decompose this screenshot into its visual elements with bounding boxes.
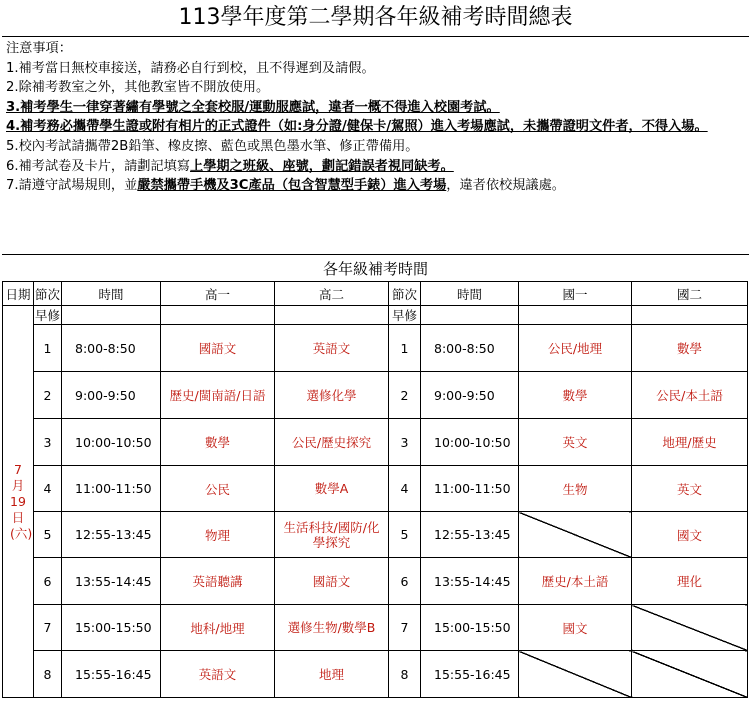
period-cell: 5 [34,512,62,558]
time-cell: 12:55-13:45 [62,512,161,558]
empty-cell [161,306,275,325]
note-5: 5.校內考試請攜帶2B鉛筆、橡皮擦、藍色或黑色墨水筆、修正帶備用。 [6,138,419,154]
note-7-text: 7.請遵守試場規則，並 [6,178,138,194]
notes-box [2,36,749,255]
morning-row [3,306,748,325]
g2-subject-cell: 數學A [275,466,389,512]
j1-subject-cell: 歷史/本土語 [519,558,632,605]
j1-subject-cell: 公民/地理 [519,325,632,372]
table-row [3,558,748,605]
header-period-2: 節次 [389,282,421,306]
table-row [3,512,748,558]
schedule-subtitle: 各年級補考時間 [322,260,428,278]
period-cell: 4 [34,466,62,512]
time-cell-2: 9:00-9:50 [421,372,519,419]
period-cell-2: 5 [389,512,421,558]
period-cell: 3 [34,419,62,466]
note-7-tail: ，違者依校規議處。 [446,178,565,194]
table-row [3,466,748,512]
header-period: 節次 [34,282,62,306]
period-cell: 8 [34,651,62,698]
notes-heading: 注意事項： [6,41,72,56]
g1-subject-cell: 公民 [161,466,275,512]
header-j2: 國二 [632,282,748,306]
header-date: 日期 [3,282,34,306]
g1-subject-cell: 英語文 [161,651,275,698]
header-time: 時間 [62,282,161,306]
note-3: 3.補考學生一律穿著繡有學號之全套校服/運動服應試，違者一概不得進入校園考試。 [6,99,500,115]
j1-subject-cell: 國文 [519,605,632,651]
note-6-emphasis: 上學期之班級、座號，劃記錯誤者視同缺考。 [190,158,454,174]
j1-subject-cell: 數學 [519,372,632,419]
note-6-text: 6.補考試卷及卡片，請劃記填寫 [6,158,191,174]
empty-cell [275,306,389,325]
time-cell-2: 12:55-13:45 [421,512,519,558]
table-row [3,325,748,372]
g2-subject-cell: 選修化學 [275,372,389,419]
table-row [3,605,748,651]
time-cell-2: 10:00-10:50 [421,419,519,466]
no-exam-cell [632,651,748,698]
empty-cell [62,306,161,325]
j2-subject-cell: 理化 [632,558,748,605]
morning-label-2: 早修 [389,306,421,325]
note-7-emphasis: 嚴禁攜帶手機及3C產品（包含智慧型手錶）進入考場 [137,178,447,194]
date-cell [3,306,34,698]
g2-subject-cell: 地理 [275,651,389,698]
schedule-table [2,281,748,698]
page-title: 113學年度第二學期各年級補考時間總表 [178,5,573,30]
header-time-2: 時間 [421,282,519,306]
note-2: 2.除補考教室之外，其他教室皆不開放使用。 [6,80,270,96]
header-row [3,282,748,306]
period-cell-2: 8 [389,651,421,698]
no-exam-cell [519,512,632,558]
note-7 [6,176,745,196]
table-row [3,419,748,466]
period-cell-2: 3 [389,419,421,466]
time-cell-2: 13:55-14:45 [421,558,519,605]
j2-subject-cell: 數學 [632,325,748,372]
note-6 [6,157,745,177]
period-cell: 6 [34,558,62,605]
time-cell: 11:00-11:50 [62,466,161,512]
header-j1: 國一 [519,282,632,306]
g1-subject-cell: 國語文 [161,325,275,372]
j1-subject-cell: 生物 [519,466,632,512]
j2-subject-cell: 國文 [632,512,748,558]
time-cell: 15:55-16:45 [62,651,161,698]
header-g1: 高一 [161,282,275,306]
g2-subject-cell: 生活科技/國防/化學探究 [275,512,389,558]
time-cell: 10:00-10:50 [62,419,161,466]
empty-cell [421,306,519,325]
g1-subject-cell: 英語聽講 [161,558,275,605]
j2-subject-cell: 英文 [632,466,748,512]
empty-cell [632,306,748,325]
no-exam-cell [519,651,632,698]
note-4: 4.補考務必攜帶學生證或附有相片的正式證件（如:身分證/健保卡/駕照）進入考場應試，未攜帶證明文件者，不得入場。 [6,119,708,135]
time-cell: 13:55-14:45 [62,558,161,605]
table-row [3,651,748,698]
time-cell-2: 15:55-16:45 [421,651,519,698]
morning-label: 早修 [34,306,62,325]
time-cell-2: 11:00-11:50 [421,466,519,512]
g2-subject-cell: 國語文 [275,558,389,605]
period-cell: 7 [34,605,62,651]
time-cell: 15:00-15:50 [62,605,161,651]
period-cell-2: 4 [389,466,421,512]
g1-subject-cell: 地科/地理 [161,605,275,651]
period-cell-2: 7 [389,605,421,651]
period-cell: 2 [34,372,62,419]
g1-subject-cell: 數學 [161,419,275,466]
date-label: 7月19日(六) [10,461,33,541]
j2-subject-cell: 公民/本土語 [632,372,748,419]
time-cell-2: 15:00-15:50 [421,605,519,651]
period-cell-2: 1 [389,325,421,372]
time-cell: 9:00-9:50 [62,372,161,419]
g2-subject-cell: 英語文 [275,325,389,372]
g2-subject-cell: 公民/歷史探究 [275,419,389,466]
period-cell: 1 [34,325,62,372]
empty-cell [519,306,632,325]
g1-subject-cell: 歷史/閩南語/日語 [161,372,275,419]
header-g2: 高二 [275,282,389,306]
time-cell: 8:00-8:50 [62,325,161,372]
note-1: 1.補考當日無校車接送，請務必自行到校，且不得遲到及請假。 [6,60,375,76]
j1-subject-cell: 英文 [519,419,632,466]
no-exam-cell [632,605,748,651]
time-cell-2: 8:00-8:50 [421,325,519,372]
j2-subject-cell: 地理/歷史 [632,419,748,466]
g1-subject-cell: 物理 [161,512,275,558]
g2-subject-cell: 選修生物/數學B [275,605,389,651]
table-row [3,372,748,419]
period-cell-2: 2 [389,372,421,419]
period-cell-2: 6 [389,558,421,605]
